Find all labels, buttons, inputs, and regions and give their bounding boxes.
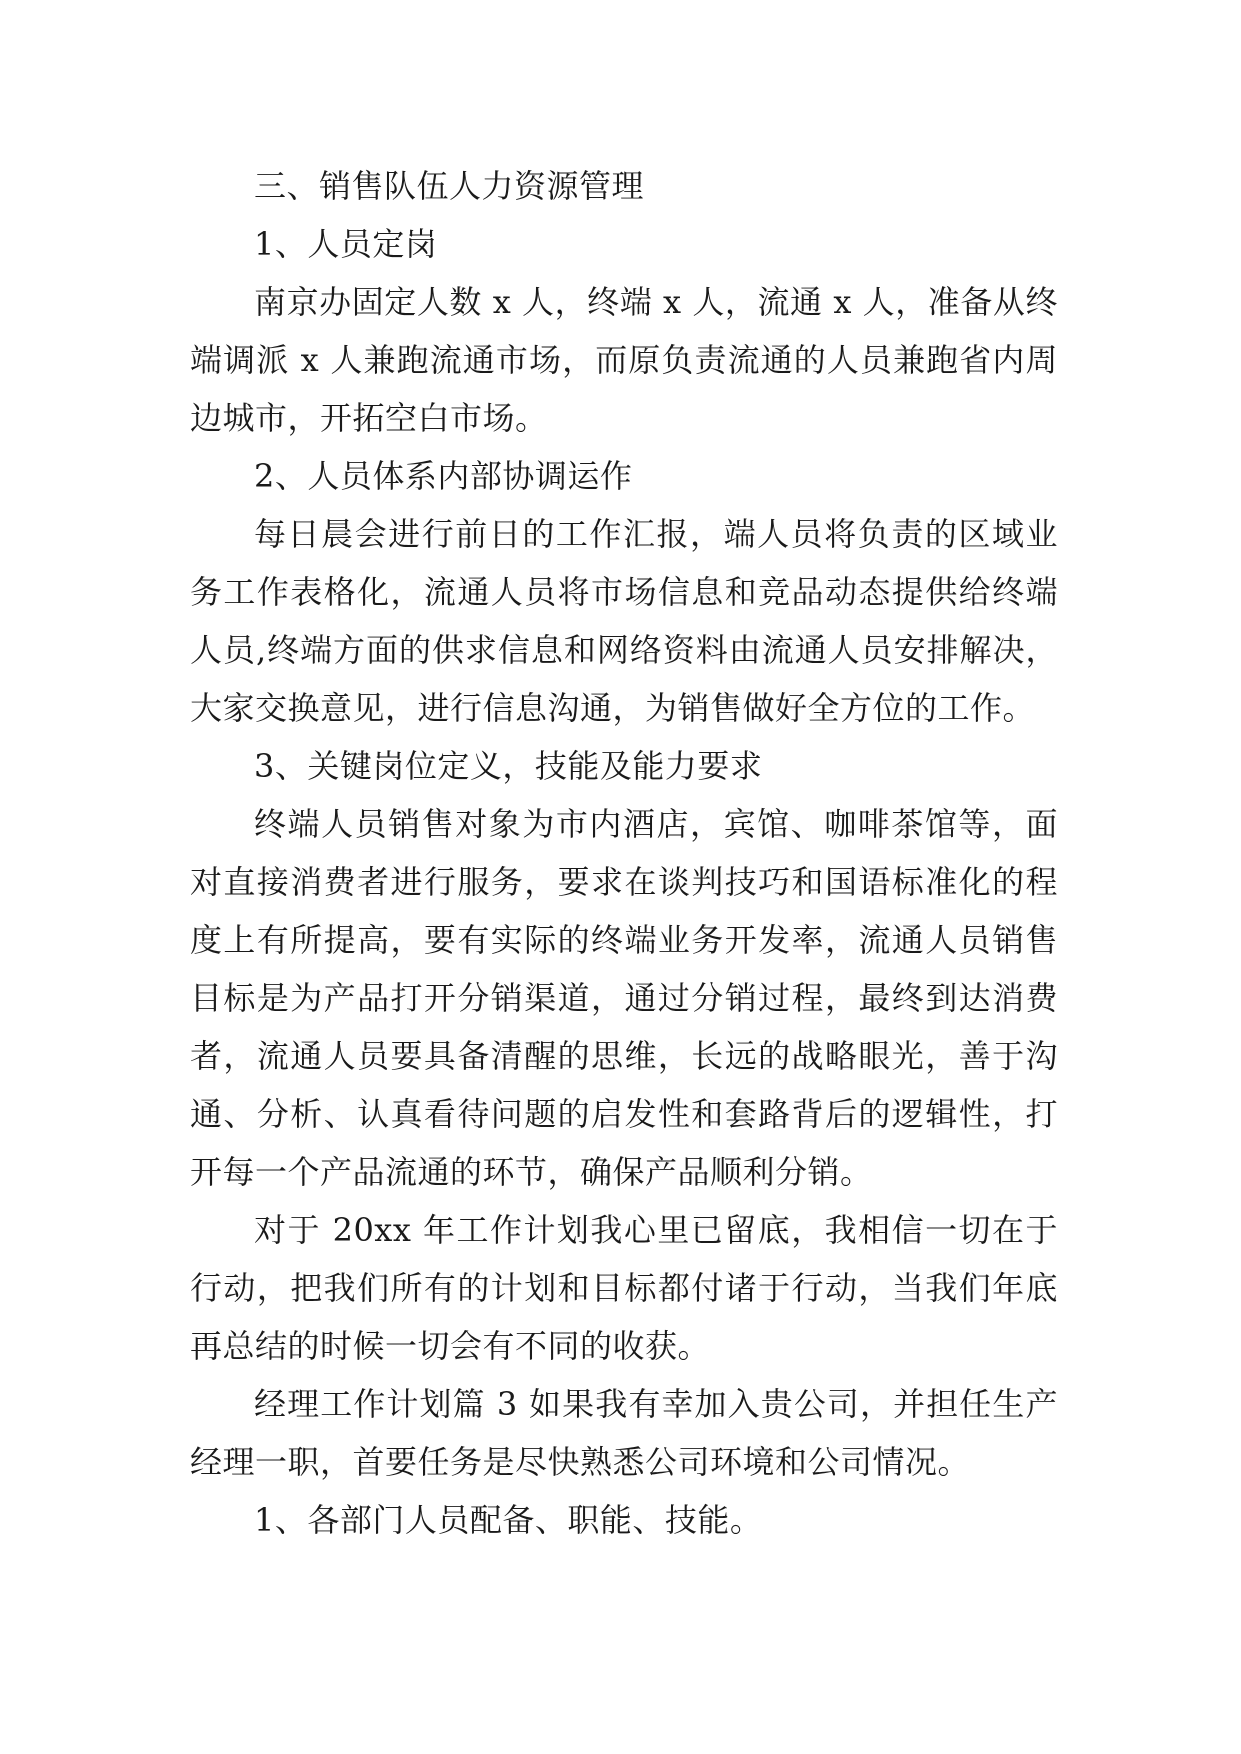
body-paragraph: 南京办固定人数 x 人，终端 x 人，流通 x 人，准备从终端调派 x 人兼跑流通市场，而原负责流通的人员兼跑省内周边城市，开拓空白市场。: [190, 283, 1058, 437]
body-paragraph: 终端人员销售对象为市内酒店，宾馆、咖啡茶馆等，面对直接消费者进行服务，要求在谈判技巧和国语标准化的程度上有所提高，要有实际的终端业务开发率，流通人员销售目标是为产品打开分销渠道，通过分销过程，最终到达消费者，流通人员要具备清醒的思维，长远的战略眼光，善于沟通、分析、认真看待问题的启发性和套路背后的逻辑性，打开每一个产品流通的环节，确保产品顺利分销。: [190, 805, 1058, 1191]
subsection-heading: 2、人员体系内部协调运作: [254, 457, 633, 495]
subsection-heading: 3、关键岗位定义，技能及能力要求: [254, 747, 763, 785]
subsection-heading: 1、人员定岗: [254, 225, 438, 263]
body-paragraph: 经理工作计划篇 3 如果我有幸加入贵公司，并担任生产经理一职，首要任务是尽快熟悉公司环境和公司情况。: [190, 1385, 1058, 1481]
list-item: 1、各部门人员配备、职能、技能。: [254, 1501, 763, 1539]
body-paragraph: 对于 20xx 年工作计划我心里已留底，我相信一切在于行动，把我们所有的计划和目标都付诸于行动，当我们年底再总结的时候一切会有不同的收获。: [190, 1211, 1058, 1365]
section-heading: 三、销售队伍人力资源管理: [254, 167, 645, 205]
document-body: [190, 157, 1058, 1549]
body-paragraph: 每日晨会进行前日的工作汇报，端人员将负责的区域业务工作表格化，流通人员将市场信息和竞品动态提供给终端人员,终端方面的供求信息和网络资料由流通人员安排解决，大家交换意见，进行信息沟通，为销售做好全方位的工作。: [190, 515, 1058, 727]
